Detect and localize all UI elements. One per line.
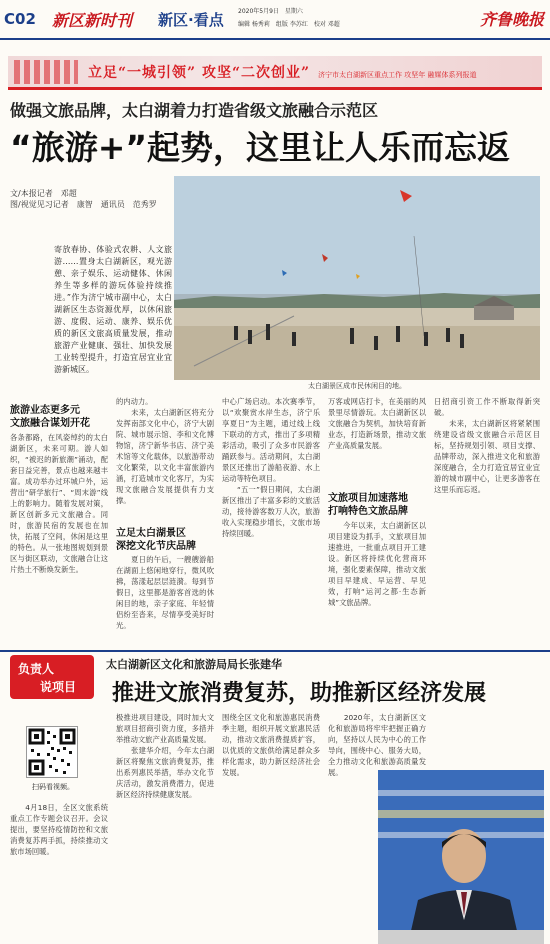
body-column-4: 万客或网店打卡，在美丽的风景里尽情游玩。太白湖新区以文旅融合为契机，加快培育新业态，打造新场景，推动文旅产业高质量发展。	[328, 397, 426, 450]
masthead	[0, 0, 550, 40]
section-title-2: 立足太白湖景区 深挖文化节庆品牌	[116, 528, 196, 552]
article2-column-1: 4月18日，全区文旅系统重点工作专题会议召开。会议提出，要坚持疫情防控和文旅消费复苏两手抓，持续推动文旅市场回暖。	[10, 803, 108, 856]
body-column-1: 各条都路，在风姿绰约的太白湖新区，未来可期。游人如织，“被迟的新旅潮”涌动，配套日益完善，景点也越来越丰富。成功举办过环城户外，运营出“研学旅行”、“周末游”线上的影响力。随着发展对策，新区创新多元文旅融合。同时，旅游民宿的发展也在加快，拓展了空间，休闲是这里的特色。从一张地图规划到景区与街区联动，文旅融合让这片热土不断焕发新生。	[10, 433, 108, 574]
body-column-5: 日招商引资工作不断取得新突破。 未来，太白湖新区将紧紧围绕建设省级文旅融合示范区目标，坚持规划引领、项目支撑、品牌带动，深入推进文化和旅游深度融合，全力打造宜居宜业宜游的城市副中心，让更多游客在这里乐而忘返。	[434, 397, 540, 494]
body-column-4b: 今年以来，太白湖新区以项目建设为抓手，文旅项目加速推进，一批重点项目开工建设。新区将持续优化营商环境，强化要素保障，推动文旅项目早建成、早运营、早见效，打响“运河之都·生态新城”文旅品牌。	[328, 521, 426, 607]
byline-photo: 图/视觉见习记者 康智 通讯员 范秀罗	[10, 200, 157, 209]
issue-date: 2020年5月9日 星期六	[238, 8, 303, 15]
column-tag-line2: 说项目	[40, 680, 77, 694]
byline	[10, 188, 170, 210]
article2-column-3: 围绕全区文化和旅游惠民消费季主题，组织开展文旅惠民活动，推动文旅消费提质扩容，以优质的文旅供给满足群众多样化需求，助力新区经济社会发展。	[222, 713, 320, 777]
column-tag-line1: 负责人	[18, 662, 55, 676]
section-title-1: 旅游业态更多元 文旅融合谋划开花	[10, 405, 90, 429]
lake-scene-illustration	[174, 176, 540, 380]
body-column-3: 中心广场启动。本次赛季节，以“欢聚赏水岸生态，济宁乐享夏日”为主题，通过线上线下联动的方式，推出了多项精彩活动，吸引了众多市民游客踊跃参与。活动期间，太白湖景区还推出了游船夜游、水上运动等特色项目。 “五一”假日期间，太白湖新区推出了丰富多彩的文旅活动，接待游客数万人次，旅游收入实现稳步增长，文旅市场持续回暖。	[222, 397, 320, 538]
official-portrait-photo	[378, 770, 544, 944]
portrait-illustration	[378, 770, 544, 944]
body-column-2: 的内动力。 未来，太白湖新区将充分发挥南部文化中心，济宁大剧院、城市展示馆、李和文化博物馆，济宁新华书店、济宁美术馆等文化载体，以旅游带动文化繁荣，以文化丰富旅游内涵，打造城市文化客厅，为实现文旅融合发展提供有力支撑。	[116, 397, 214, 505]
banner-slogan: 立足“一城引领” 攻坚“二次创业”	[88, 65, 311, 81]
banner-subtitle: 济宁市太白湖新区重点工作 攻坚年 融媒体系列报道	[318, 71, 477, 79]
qr-pattern	[27, 727, 77, 777]
article-headline: “旅游+”起势，这里让人乐而忘返	[10, 128, 511, 167]
paper-name: 新区新时刊	[52, 11, 133, 30]
article2-kicker: 太白湖新区文化和旅游局局长张建华	[106, 658, 282, 671]
page-code: C02	[4, 10, 36, 28]
byline-writer: 文/本报记者 邓超	[10, 189, 77, 198]
section-name: 新区·看点	[158, 11, 224, 29]
article2-headline: 推进文旅消费复苏，助推新区经济发展	[112, 681, 487, 706]
qr-caption: 扫码看视频。	[32, 783, 74, 791]
campaign-banner	[8, 56, 542, 90]
article-kicker: 做强文旅品牌，太白湖着力打造省级文旅融合示范区	[10, 101, 379, 120]
section-title-3: 文旅项目加速落地 打响特色文旅品牌	[328, 493, 408, 517]
qr-code-icon[interactable]	[26, 726, 78, 778]
editor-credits: 编辑 杨秀莉 组版 李苏红 校对 邓超	[238, 21, 340, 28]
article2-column-4: 2020年，太白湖新区文化和旅游局将牢牢把握正确方向，坚持以人民为中心的工作导向，围绕中心、服务大局，全力推动文化和旅游高质量发展。	[328, 713, 426, 777]
article2-column-2: 极推进项目建设，同时加大文旅项目招商引资力度，多措并举推动文旅产业高质量发展。 张建华介绍，今年太白湖新区将聚焦文旅消费复苏，推出系列惠民举措，举办文化节庆活动，激发消费潜力，促进新区经济持续健康发展。	[116, 713, 214, 799]
brand-logo: 齐鲁晚报	[479, 10, 544, 29]
flag-decoration	[14, 60, 78, 84]
section-divider	[0, 650, 550, 652]
lake-photo	[174, 176, 540, 380]
article-intro: 寄放春协、体验式农耕、人文旅游……置身太白湖新区，观光游憩、亲子娱乐、运动健体、休闲养生等多样的游玩体验持续推进。”作为济宁城市副中心，太白湖新区生态资源优厚，以休闲旅游、度假、运动、康养、娱乐优质的新区文旅高质量发展，推动旅游产业健康、强壮、加快发展工业转型提升，打造宜居宜业宜游新城区。	[54, 245, 172, 374]
body-column-2b: 夏日的午后，一艘艘游船在湖面上悠闲地穿行，微风吹拂，荡漾起层层涟漪。每到节假日，这里都是游客首选的休闲目的地，亲子家庭、年轻情侣纷至沓来，尽情享受美好时光。	[116, 555, 214, 630]
photo-caption: 太白湖景区成市民休闲目的地。	[308, 382, 406, 390]
